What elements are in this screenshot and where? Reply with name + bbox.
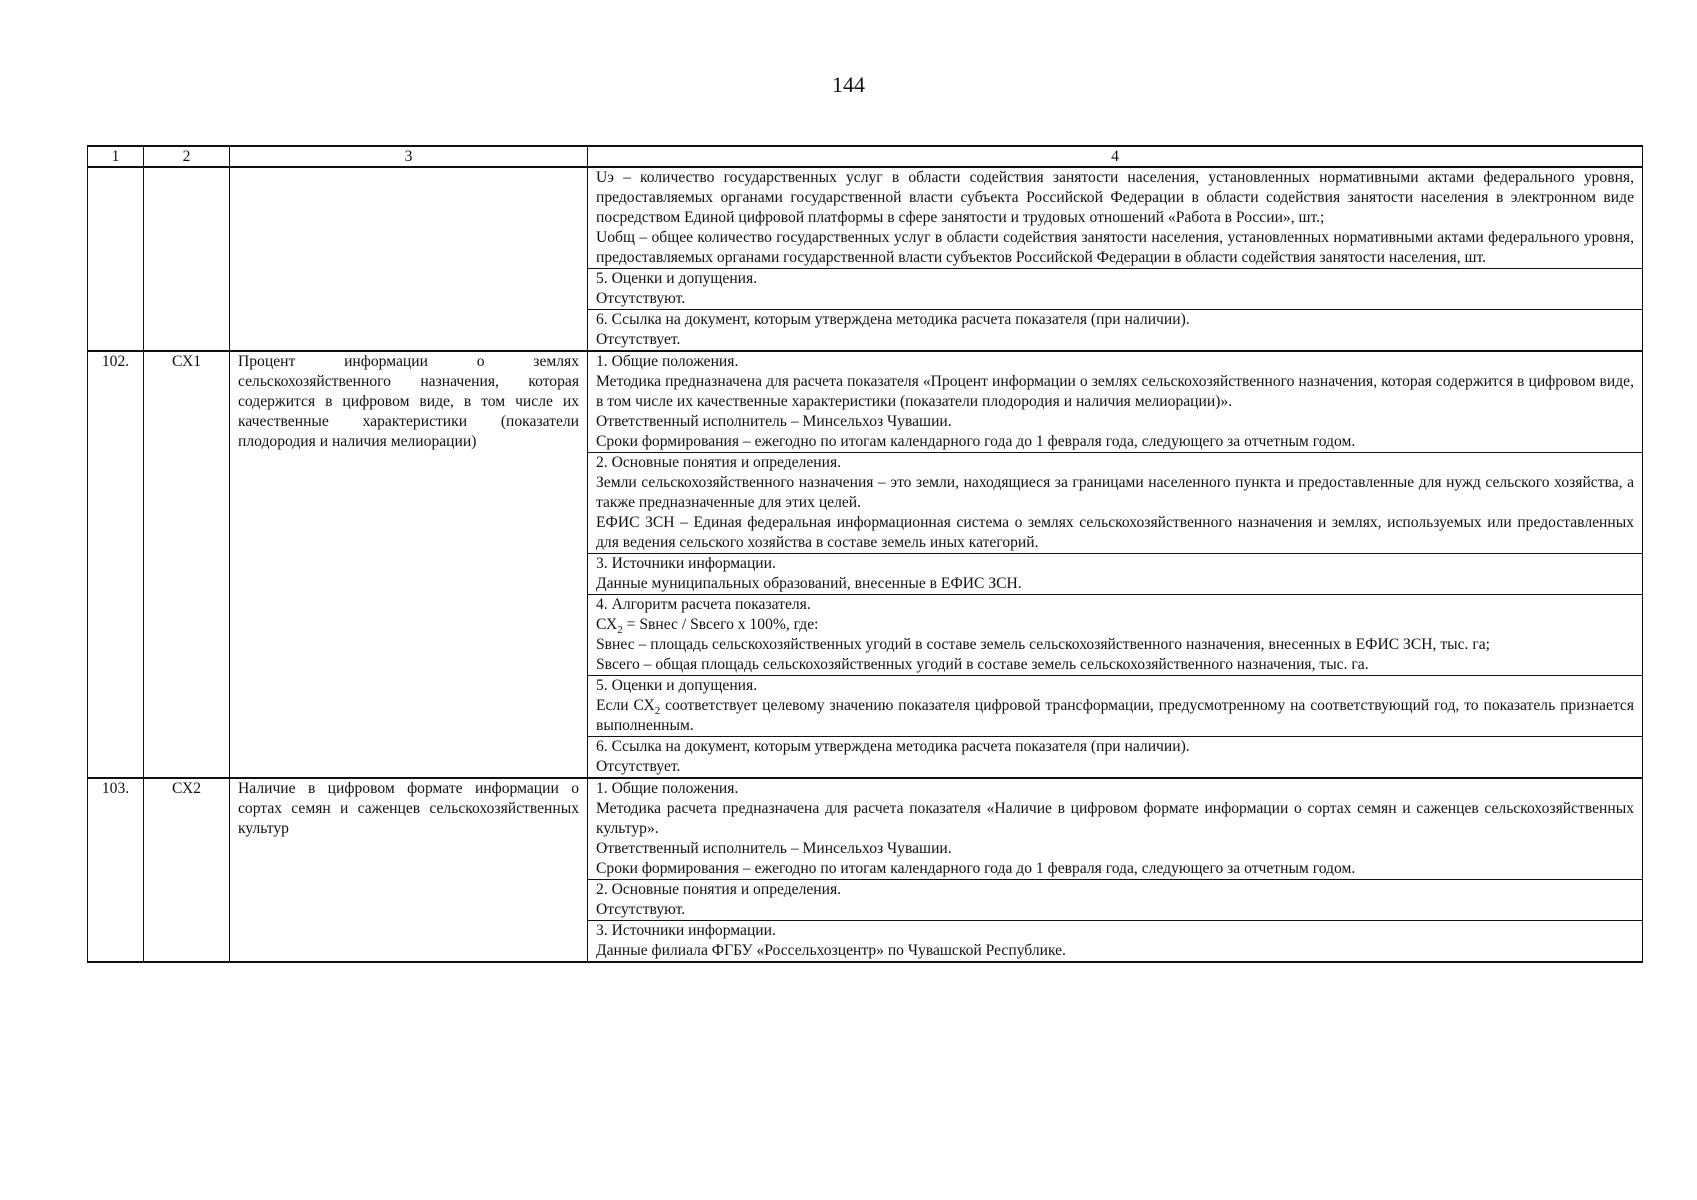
definitions-block	[588, 880, 1643, 921]
paragraph	[596, 696, 1634, 736]
section-heading: 3. Источники информации.	[596, 922, 776, 939]
paragraph: Сроки формирования – ежегодно по итогам календарного года до 1 февраля года, следующего за отчетным годом.	[596, 860, 1356, 877]
header-col-2: 2	[144, 146, 230, 167]
row-name-cell: Процент информации о землях сельскохозяйственного назначения, которая содержится в цифровом виде, в том числе их качественные характеристики (показатели плодородия и наличия мелиорации)	[230, 351, 588, 778]
row-code-cell: СХ1	[144, 351, 230, 778]
formula-lhs: СХ	[596, 616, 618, 633]
paragraph: Отсутствуют.	[596, 290, 686, 307]
row-number-cell	[88, 167, 144, 351]
row-number-cell: 103.	[88, 778, 144, 962]
section-heading: 5. Оценки и допущения.	[596, 677, 758, 694]
section-heading: 1. Общие положения.	[596, 353, 739, 370]
cont-reference-block	[588, 310, 1643, 352]
paragraph: Отсутствуют.	[596, 901, 686, 918]
header-col-3: 3	[230, 146, 588, 167]
general-provisions-block	[588, 351, 1643, 453]
indicators-table	[87, 145, 1643, 963]
formula-subscript: 2	[617, 624, 623, 637]
paragraph: Отсутствует.	[596, 758, 681, 775]
paragraph: Uобщ – общее количество государственных услуг в области содействия занятости населения, установленных нормативными актами федерального уровня, предоставляемых органами государственной власти субъектов Российской Федерации в области содействия занятости населения, шт.	[596, 229, 1634, 266]
subscript: 2	[654, 705, 661, 718]
row-number-cell: 102.	[88, 351, 144, 778]
paragraph: ЕФИС ЗСН – Единая федеральная информационная система о землях сельскохозяйственного назначения и землях, используемых или предоставленных для ведения сельского хозяйства в составе земель иных категорий.	[596, 514, 1634, 551]
algorithm-block	[588, 595, 1643, 676]
definitions-block	[588, 453, 1643, 554]
text-fragment: Если СХ	[596, 697, 655, 714]
reference-block	[588, 737, 1643, 779]
row-code-cell: СХ2	[144, 778, 230, 962]
cont-assumptions-block	[588, 269, 1643, 310]
paragraph: Отсутствует.	[596, 331, 681, 348]
sources-block	[588, 921, 1643, 963]
page-number: 144	[832, 72, 865, 97]
table-header-row	[88, 146, 1643, 167]
cont-definitions-block	[588, 167, 1643, 269]
section-heading: 4. Алгоритм расчета показателя.	[596, 596, 811, 613]
section-heading: 6. Ссылка на документ, которым утверждена методика расчета показателя (при наличии).	[596, 738, 1190, 755]
section-heading: 6. Ссылка на документ, которым утверждена методика расчета показателя (при наличии).	[596, 311, 1190, 328]
text-fragment: соответствует целевому значению показателя цифровой трансформации, предусмотренному на соответствующий год, то показатель признается выполненным.	[596, 697, 1634, 734]
table-row	[88, 167, 1643, 269]
row-name-cell: Наличие в цифровом формате информации о сортах семян и саженцев сельскохозяйственных культур	[230, 778, 588, 962]
formula	[596, 615, 1634, 635]
paragraph: Данные филиала ФГБУ «Россельхозцентр» по Чувашской Республике.	[596, 942, 1066, 959]
section-heading: 1. Общие положения.	[596, 780, 739, 797]
row-name-cell	[230, 167, 588, 351]
paragraph: Uэ – количество государственных услуг в области содействия занятости населения, установленных нормативными актами федерального уровня, предоставляемых органами государственной власти субъекта Российской Федерации в области содействия занятости населения в электронном виде посредством Единой цифровой платформы в сфере занятости и трудовых отношений «Работа в России», шт.;	[596, 169, 1634, 226]
paragraph: Сроки формирования – ежегодно по итогам календарного года до 1 февраля года, следующего за отчетным годом.	[596, 433, 1356, 450]
table-row	[88, 778, 1643, 880]
paragraph: Методика расчета предназначена для расчета показателя «Наличие в цифровом формате информации о сортах семян и саженцев сельскохозяйственных культур».	[596, 800, 1634, 837]
paragraph: Земли сельскохозяйственного назначения – это земли, находящиеся за границами населенного пункта и предоставленные для нужд сельского хозяйства, а также предназначенные для этих целей.	[596, 474, 1634, 511]
paragraph: Sвнес – площадь сельскохозяйственных угодий в составе земель сельскохозяйственного назначения, внесенных в ЕФИС ЗСН, тыс. га;	[596, 636, 1490, 653]
paragraph: Sвсего – общая площадь сельскохозяйственных угодий в составе земель сельскохозяйственного назначения, тыс. га.	[596, 656, 1369, 673]
paragraph: Данные муниципальных образований, внесенные в ЕФИС ЗСН.	[596, 575, 1022, 592]
general-provisions-block	[588, 778, 1643, 880]
paragraph: Ответственный исполнитель – Минсельхоз Чувашии.	[596, 840, 952, 857]
formula-rhs: = Sвнес / Sвсего х 100%, где:	[622, 616, 819, 633]
paragraph: Методика предназначена для расчета показателя «Процент информации о землях сельскохозяйственного назначения, которая содержится в цифровом виде, в том числе их качественные характеристики (показатели плодородия и наличия мелиорации)».	[596, 373, 1634, 410]
assumptions-block	[588, 676, 1643, 737]
section-heading: 5. Оценки и допущения.	[596, 270, 758, 287]
sources-block	[588, 554, 1643, 595]
section-heading: 3. Источники информации.	[596, 555, 776, 572]
section-heading: 2. Основные понятия и определения.	[596, 881, 842, 898]
row-code-cell	[144, 167, 230, 351]
paragraph: Ответственный исполнитель – Минсельхоз Чувашии.	[596, 413, 952, 430]
table-row	[88, 351, 1643, 453]
header-col-1: 1	[88, 146, 144, 167]
section-heading: 2. Основные понятия и определения.	[596, 454, 842, 471]
header-col-4: 4	[588, 146, 1643, 167]
